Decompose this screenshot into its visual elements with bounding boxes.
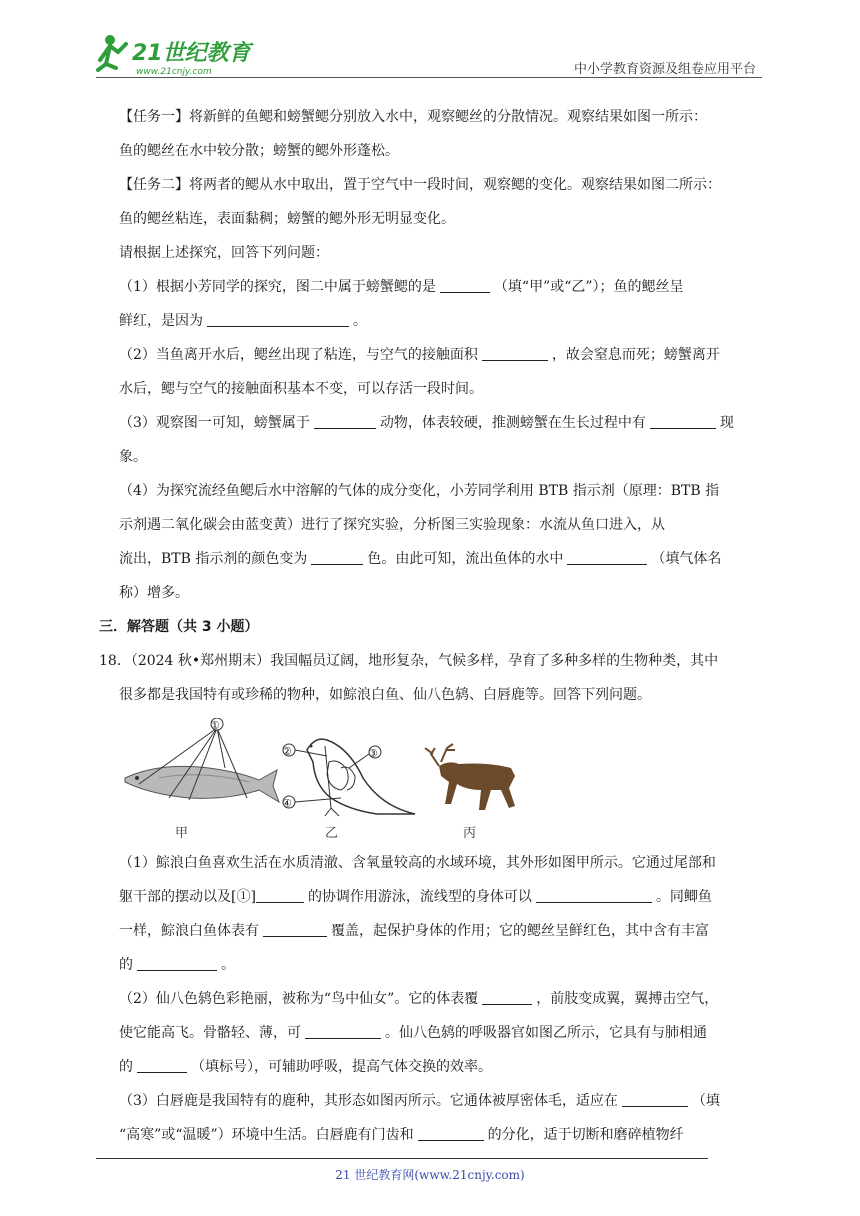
question-4-line: （4）为探究流经鱼鳃后水中溶解的气体的成分变化，小芳同学利用 BTB 指示剂（原理：BTB 指	[119, 483, 720, 499]
answer-blank[interactable]	[536, 886, 652, 903]
p1-text: 覆盖，起保护身体的作用；它的鳃丝呈鲜红色，其中含有丰富	[331, 923, 709, 939]
question-3-line: 象。	[119, 449, 147, 465]
answer-blank[interactable]	[314, 412, 376, 429]
task-line: 【任务二】将两者的鳃从水中取出，置于空气中一段时间，观察鳃的变化。观察结果如图二所示：	[119, 177, 721, 193]
p1-text: 。同鲫鱼	[655, 889, 712, 905]
q1-text: （1）根据小芳同学的探究，图二中属于螃蟹鳃的是	[119, 279, 436, 295]
header-divider	[96, 77, 762, 78]
answer-blank[interactable]	[482, 988, 532, 1005]
answer-blank[interactable]	[311, 548, 363, 565]
part-2-line	[99, 1050, 763, 1084]
q1-text: 鲜红，是因为	[119, 313, 203, 329]
q1-text: （填“甲”或“乙”）；鱼的鳃丝呈	[493, 279, 684, 295]
figure-caption-yi: 乙	[325, 826, 339, 841]
q4-text: （填气体名	[651, 551, 722, 567]
p2-text: 的	[119, 1059, 133, 1075]
marker-3: ③	[368, 747, 378, 760]
animals-figure-svg	[119, 718, 519, 822]
answer-blank[interactable]	[567, 548, 647, 565]
part-2-line	[99, 982, 763, 1016]
part-1-line	[99, 914, 763, 948]
question-4-line: 示剂遇二氧化碳会由蓝变黄）进行了探究实验，分析图三实验现象：水流从鱼口进入，从	[119, 517, 665, 533]
p1-text: ]	[250, 889, 256, 905]
answer-blank[interactable]	[482, 344, 548, 361]
platform-name: 中小学教育资源及组卷应用平台	[573, 62, 756, 77]
p2-text: ，前肢变成翼，翼搏击空气，	[536, 991, 719, 1007]
marker-1: ①	[210, 719, 220, 732]
bird-lungs-icon	[307, 739, 415, 816]
question-1-line	[99, 270, 763, 304]
logo	[96, 30, 266, 78]
answer-blank[interactable]	[418, 1124, 484, 1141]
fish-icon	[125, 766, 279, 802]
marker-4: ④	[282, 797, 292, 810]
part-2-line	[99, 1016, 763, 1050]
runner-logo-icon	[98, 35, 126, 70]
q3-text: （3）观察图一可知，螃蟹属于	[119, 415, 310, 431]
q2-text: ，故会窒息而死；螃蟹离开	[551, 347, 720, 363]
question-3-line	[99, 406, 763, 440]
task-line: 【任务一】将新鲜的鱼鳃和螃蟹鳃分别放入水中，观察鳃丝的分散情况。观察结果如图一所示：	[119, 109, 707, 125]
part-1-line	[99, 948, 763, 982]
page-header	[96, 30, 762, 78]
marker-2: ②	[282, 745, 292, 758]
answer-blank[interactable]	[137, 954, 217, 971]
animals-figure	[119, 718, 519, 844]
p1-text: 的协调作用游泳，流线型的身体可以	[307, 889, 532, 905]
p3-text: “高寒”或“温暖”）环境中生活。白唇鹿有门齿和	[119, 1127, 414, 1143]
task-line: 鱼的鳃丝粘连，表面黏稠；螃蟹的鳃外形无明显变化。	[119, 211, 455, 227]
part-3-line	[99, 1084, 763, 1118]
figure-caption-jia: 甲	[175, 826, 189, 841]
q2-text: （2）当鱼离开水后，鳃丝出现了粘连，与空气的接触面积	[119, 347, 478, 363]
p2-text: 使它能高飞。骨骼轻、薄，可	[119, 1025, 301, 1041]
q3-text: 动物，体表较硬，推测螃蟹在生长过程中有	[379, 415, 646, 431]
page-content	[99, 100, 763, 1152]
question-18-line: 18．（2024 秋•郑州期末）我国幅员辽阔，地形复杂，气候多样，孕育了多种多样的生物种类，其中	[99, 653, 719, 669]
footer-text: 21 世纪教育网(www.21cnjy.com)	[335, 1168, 525, 1182]
question-18-line: 很多都是我国特有或珍稀的物种，如鯮浪白鱼、仙八色鸫、白唇鹿等。回答下列问题。	[119, 687, 651, 703]
answer-blank[interactable]	[256, 886, 304, 903]
p3-text: （填	[691, 1093, 720, 1109]
figure-caption-bing: 丙	[463, 826, 477, 841]
answer-blank[interactable]	[137, 1056, 187, 1073]
answer-blank[interactable]	[305, 1022, 381, 1039]
task-line: 鱼的鳃丝在水中较分散；螃蟹的鳃外形蓬松。	[119, 143, 399, 159]
section-heading: 三．解答题（共 3 小题）	[99, 619, 259, 635]
part-1-line	[99, 880, 763, 914]
footer-divider	[96, 1158, 708, 1159]
p3-text: （3）白唇鹿是我国特有的鹿种，其形态如图丙所示。它通体被厚密体毛，适应在	[119, 1093, 618, 1109]
q1-text: 。	[353, 313, 367, 329]
answer-blank[interactable]	[207, 310, 349, 327]
answer-blank[interactable]	[263, 920, 327, 937]
q4-text: 色。由此可知，流出鱼体的水中	[367, 551, 564, 567]
question-4-line	[99, 542, 763, 576]
deer-icon	[425, 744, 515, 810]
p1-text: 一样，鯮浪白鱼体表有	[119, 923, 259, 939]
circled-marker: ①	[236, 889, 251, 905]
answer-blank[interactable]	[650, 412, 716, 429]
p1-text: 躯干部的摆动以及[	[119, 889, 237, 905]
p1-text: 的	[119, 957, 133, 973]
question-2-line: 水后，鳃与空气的接触面积基本不变，可以存活一段时间。	[119, 381, 483, 397]
answer-blank[interactable]	[440, 276, 490, 293]
question-2-line	[99, 338, 763, 372]
logo-url: www.21cnjy.com	[136, 67, 212, 77]
q3-text: 现	[719, 415, 734, 431]
instruction-line: 请根据上述探究，回答下列问题：	[119, 245, 329, 261]
p3-text: 的分化，适于切断和磨碎植物纤	[487, 1127, 684, 1143]
p2-text: 。仙八色鸫的呼吸器官如图乙所示，它具有与肺相通	[385, 1025, 707, 1041]
q4-text: 流出，BTB 指示剂的颜色变为	[119, 551, 308, 567]
answer-blank[interactable]	[622, 1090, 688, 1107]
p2-text: （填标号），可辅助呼吸，提高气体交换的效率。	[191, 1059, 492, 1075]
question-1-line	[99, 304, 763, 338]
part-1-line: （1）鯮浪白鱼喜欢生活在水质清澈、含氧量较高的水域环境，其外形如图甲所示。它通过尾部和	[119, 855, 716, 871]
part-3-line	[99, 1118, 763, 1152]
p2-text: （2）仙八色鸫色彩艳丽，被称为“鸟中仙女”。它的体表覆	[119, 991, 479, 1007]
question-4-line: 称）增多。	[119, 585, 189, 601]
p1-text: 。	[221, 957, 235, 973]
logo-text: 21世纪教育	[132, 41, 251, 66]
